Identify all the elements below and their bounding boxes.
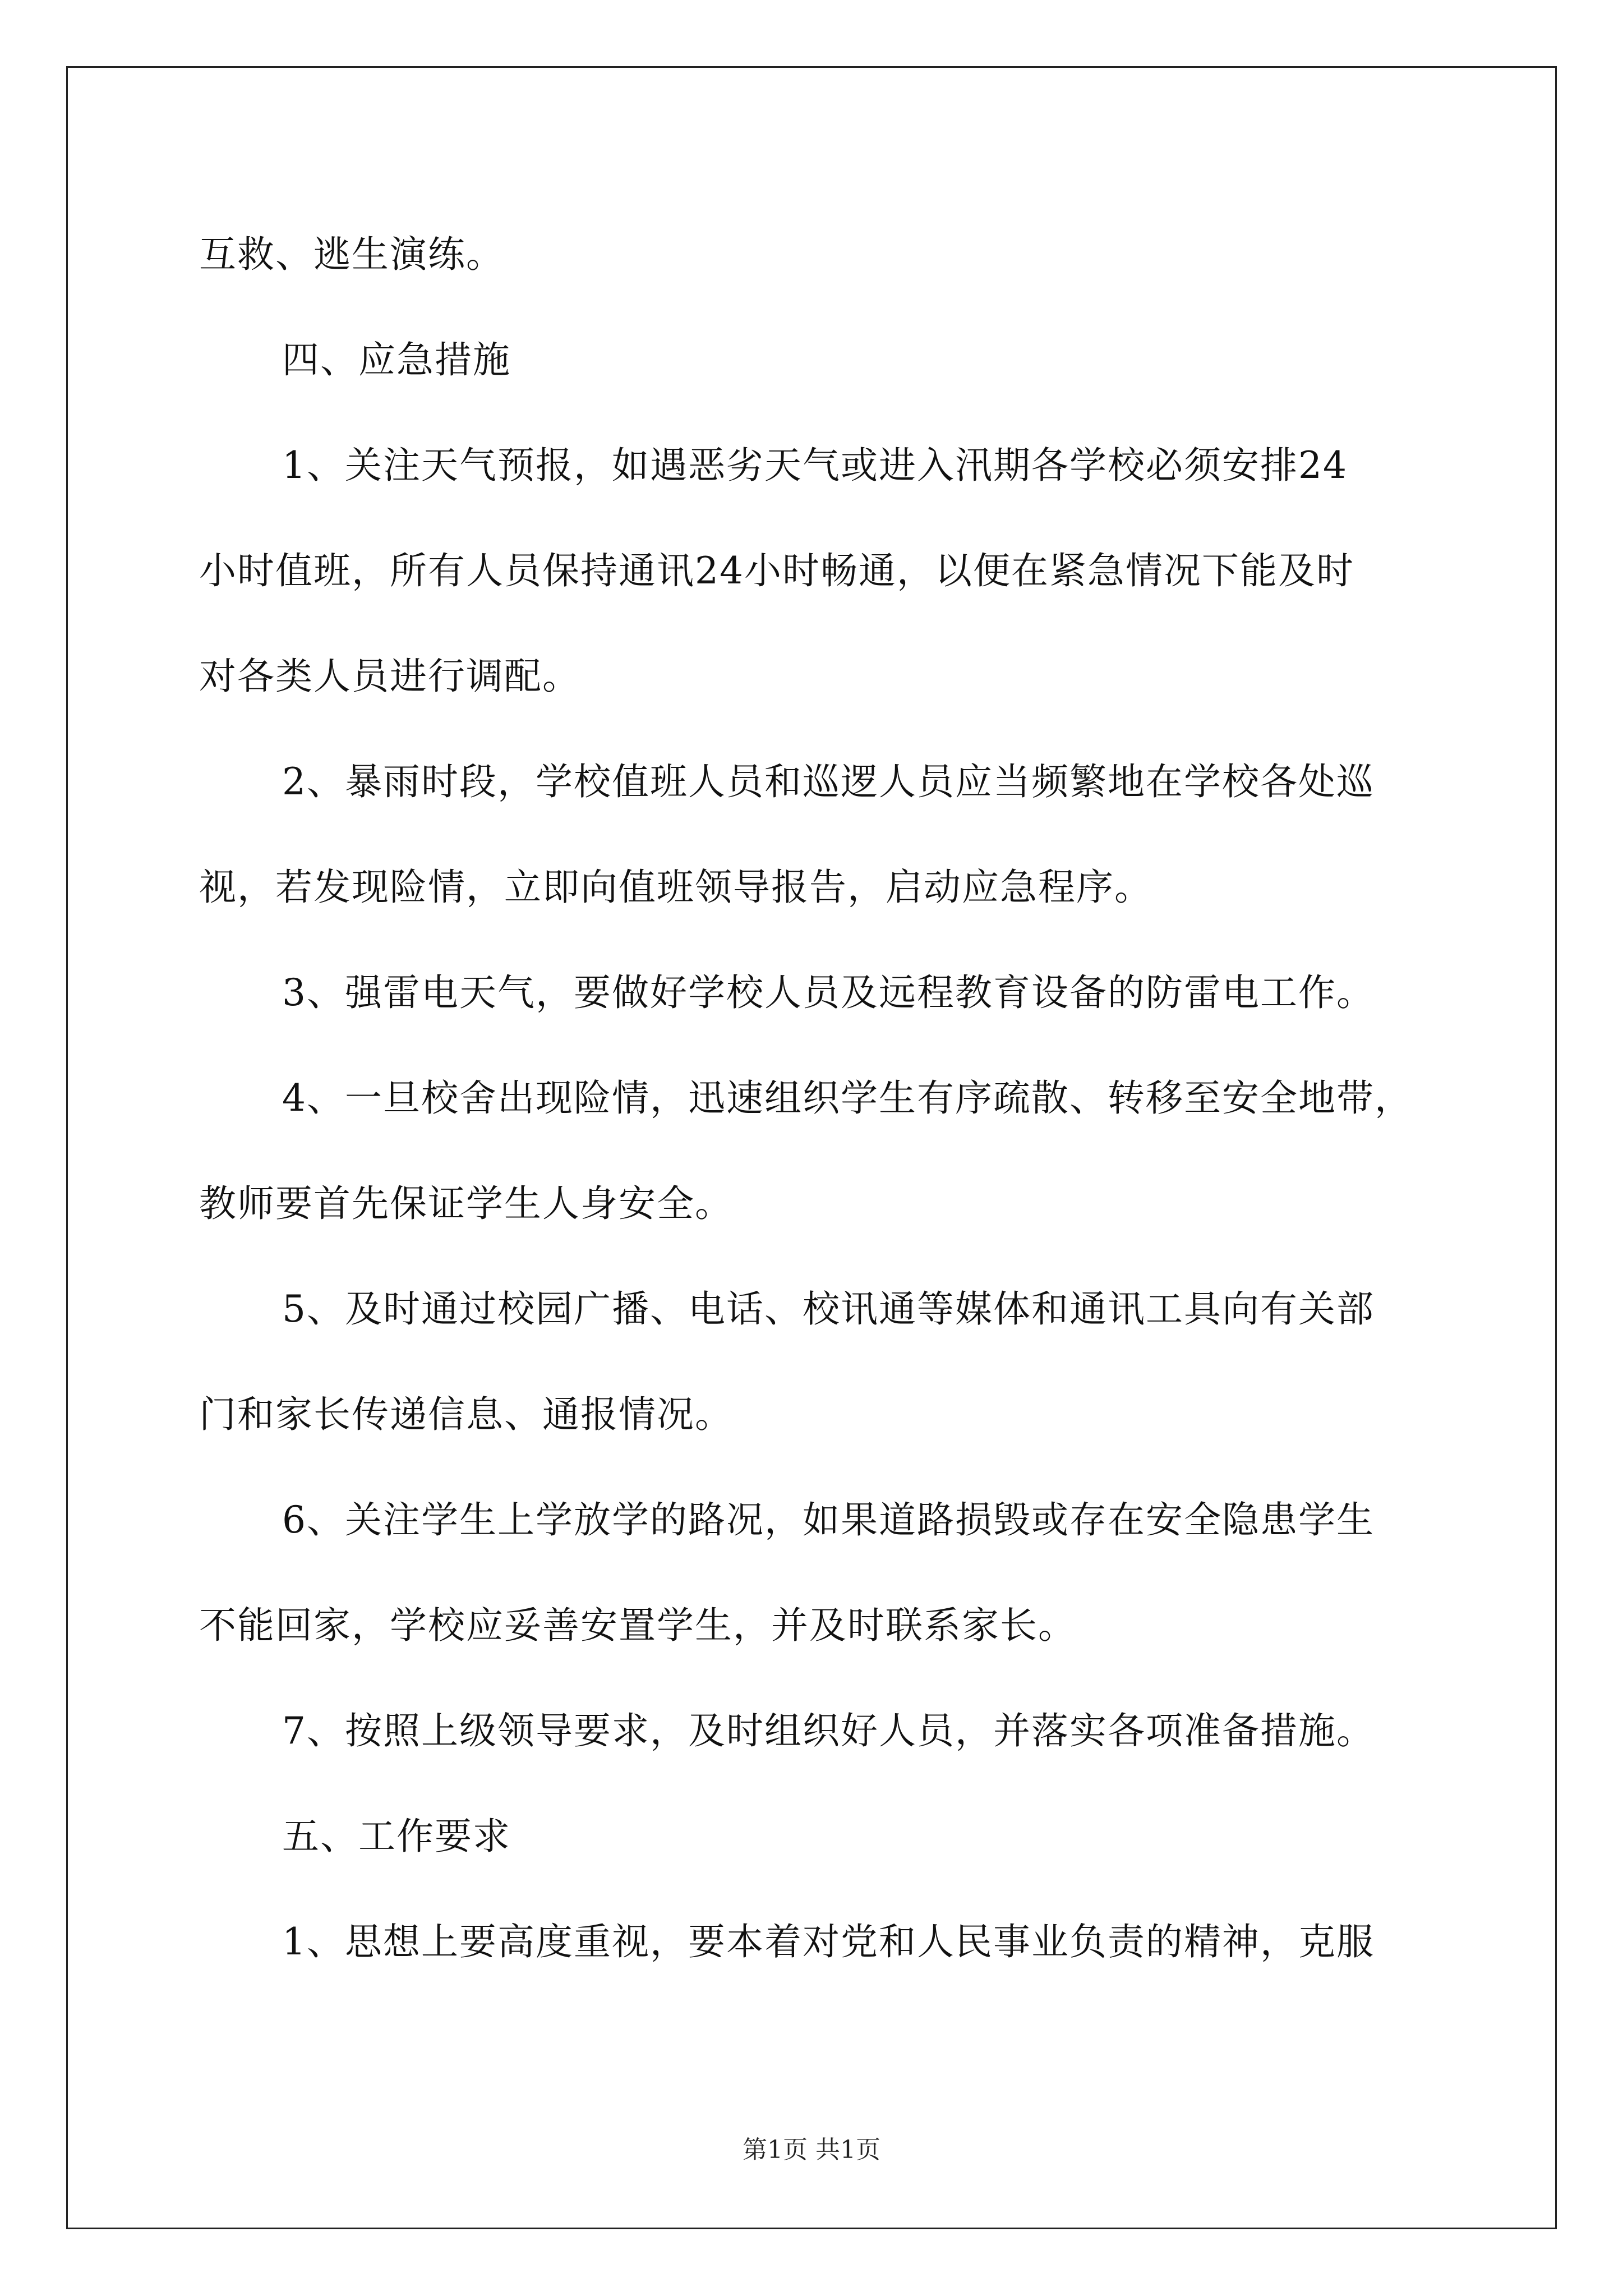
page-footer: 第1页 共1页 xyxy=(743,2136,880,2164)
section-heading: 四、应急措施 xyxy=(282,338,511,381)
text-line: 1、思想上要高度重视，要本着对党和人民事业负责的精神，克服 xyxy=(282,1920,1375,1963)
text-line: 1、关注天气预报，如遇恶劣天气或进入汛期各学校必须安排24 xyxy=(282,444,1348,487)
text-line: 4、一旦校舍出现险情，迅速组织学生有序疏散、转移至安全地带， xyxy=(282,1076,1413,1120)
text-line: 5、及时通过校园广播、电话、校讯通等媒体和通讯工具向有关部 xyxy=(282,1287,1375,1331)
text-line: 教师要首先保证学生人身安全。 xyxy=(199,1182,733,1225)
text-line: 6、关注学生上学放学的路况，如果道路损毁或存在安全隐患学生 xyxy=(282,1498,1375,1542)
text-line: 对各类人员进行调配。 xyxy=(199,655,580,698)
text-line: 视，若发现险情，立即向值班领导报告，启动应急程序。 xyxy=(199,866,1152,909)
text-line: 不能回家，学校应妥善安置学生，并及时联系家长。 xyxy=(199,1604,1076,1647)
text-line: 互救、逃生演练。 xyxy=(199,233,504,276)
text-line: 小时值班，所有人员保持通讯24小时畅通，以便在紧急情况下能及时 xyxy=(199,549,1354,592)
section-heading: 五、工作要求 xyxy=(282,1815,511,1858)
text-line: 门和家长传递信息、通报情况。 xyxy=(199,1393,733,1436)
text-line: 7、按照上级领导要求，及时组织好人员，并落实各项准备措施。 xyxy=(282,1709,1375,1752)
text-line: 2、暴雨时段，学校值班人员和巡逻人员应当频繁地在学校各处巡 xyxy=(282,760,1375,803)
document-body xyxy=(199,202,1433,1995)
text-line: 3、强雷电天气，要做好学校人员及远程教育设备的防雷电工作。 xyxy=(282,971,1375,1014)
